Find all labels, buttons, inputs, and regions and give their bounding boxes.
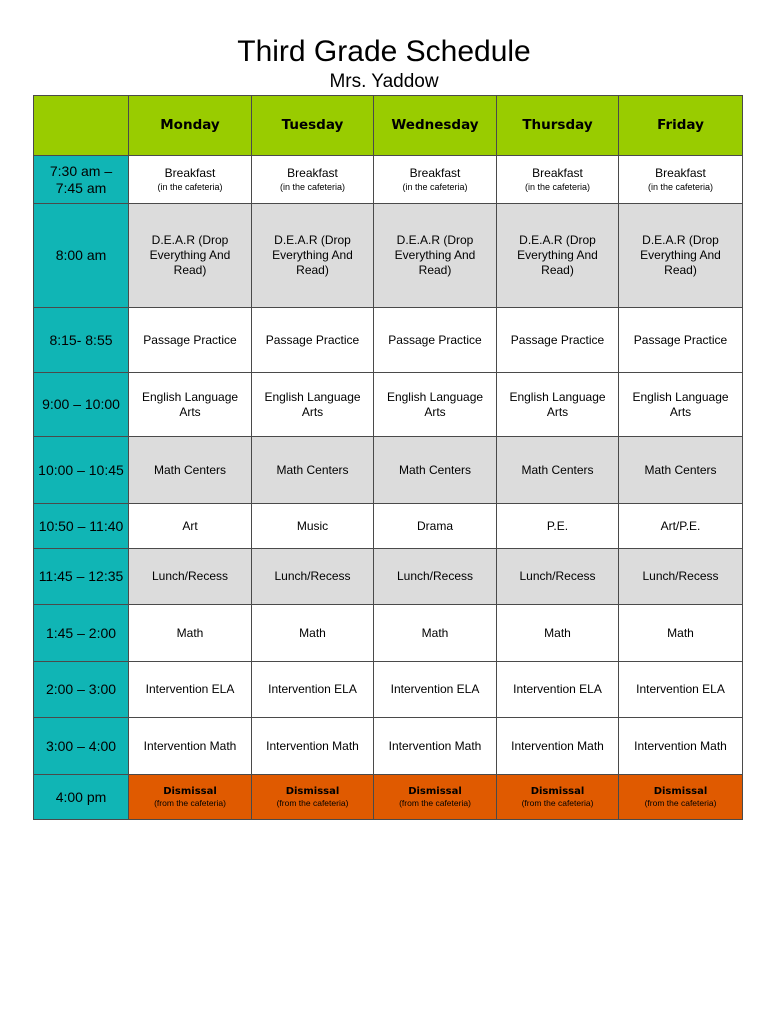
activity-label: Intervention Math bbox=[634, 738, 727, 753]
schedule-row bbox=[34, 605, 743, 662]
schedule-row bbox=[34, 204, 743, 308]
activity-label: D.E.A.R (Drop Everything And Read) bbox=[640, 233, 721, 277]
activity-label: Intervention ELA bbox=[513, 682, 602, 696]
schedule-cell bbox=[252, 437, 374, 504]
schedule-cell bbox=[129, 718, 252, 775]
time-slot-cell: 7:30 am – 7:45 am bbox=[34, 156, 129, 204]
day-header-tuesday: Tuesday bbox=[252, 96, 374, 156]
schedule-row bbox=[34, 504, 743, 549]
schedule-cell bbox=[619, 156, 743, 204]
activity-label: Math bbox=[299, 625, 326, 640]
schedule-table bbox=[33, 95, 743, 820]
schedule-cell bbox=[619, 437, 743, 504]
activity-label: Passage Practice bbox=[510, 332, 605, 347]
activity-label: D.E.A.R (Drop Everything And Read) bbox=[149, 233, 231, 277]
schedule-row bbox=[34, 308, 743, 373]
activity-label: Math bbox=[176, 625, 204, 640]
schedule-cell bbox=[374, 156, 497, 204]
schedule-cell bbox=[374, 662, 497, 718]
schedule-cell bbox=[497, 156, 619, 204]
schedule-cell bbox=[374, 504, 497, 549]
activity-label: Breakfast bbox=[164, 166, 216, 180]
activity-label: Dismissal bbox=[530, 786, 585, 797]
schedule-cell bbox=[619, 775, 743, 820]
activity-label: Breakfast bbox=[655, 166, 706, 180]
schedule-cell bbox=[497, 662, 619, 718]
activity-label: Drama bbox=[416, 518, 453, 533]
schedule-cell bbox=[619, 504, 743, 549]
schedule-row bbox=[34, 156, 743, 204]
time-slot-cell: 8:00 am bbox=[34, 204, 129, 308]
schedule-cell bbox=[129, 504, 252, 549]
schedule-cell bbox=[252, 156, 374, 204]
activity-label: Lunch/Recess bbox=[642, 569, 719, 583]
activity-note: (in the cafeteria) bbox=[279, 182, 346, 192]
activity-note: (from the cafeteria) bbox=[276, 798, 349, 808]
page-subtitle: Mrs. Yaddow bbox=[329, 71, 439, 92]
schedule-cell bbox=[497, 605, 619, 662]
schedule-cell bbox=[129, 662, 252, 718]
schedule-row bbox=[34, 775, 743, 820]
activity-label: Intervention Math bbox=[511, 738, 604, 753]
activity-label: Breakfast bbox=[287, 166, 338, 180]
activity-label: Math bbox=[421, 625, 449, 640]
activity-label: Math Centers bbox=[398, 462, 472, 477]
schedule-cell bbox=[497, 437, 619, 504]
activity-label: Dismissal bbox=[653, 786, 708, 797]
activity-note: (in the cafeteria) bbox=[524, 182, 591, 192]
activity-label: Lunch/Recess bbox=[396, 569, 474, 583]
activity-label: Intervention ELA bbox=[636, 682, 725, 696]
schedule-cell bbox=[252, 775, 374, 820]
schedule-cell bbox=[129, 605, 252, 662]
schedule-cell bbox=[374, 308, 497, 373]
schedule-cell bbox=[129, 549, 252, 605]
time-slot-cell: 10:00 – 10:45 bbox=[34, 437, 129, 504]
header-row bbox=[34, 96, 743, 156]
schedule-cell bbox=[374, 373, 497, 437]
schedule-cell bbox=[129, 373, 252, 437]
schedule-cell bbox=[252, 373, 374, 437]
schedule-cell bbox=[252, 718, 374, 775]
activity-label: Intervention ELA bbox=[145, 682, 235, 696]
schedule-cell bbox=[374, 775, 497, 820]
activity-label: Breakfast bbox=[409, 166, 461, 180]
schedule-cell bbox=[619, 605, 743, 662]
activity-label: Lunch/Recess bbox=[151, 569, 229, 583]
schedule-cell bbox=[129, 437, 252, 504]
time-slot-cell: 11:45 – 12:35 bbox=[34, 549, 129, 605]
activity-label: Dismissal bbox=[285, 786, 340, 797]
activity-label: Art/P.E. bbox=[660, 518, 701, 533]
time-slot-cell: 4:00 pm bbox=[34, 775, 129, 820]
activity-label: English Language Arts bbox=[141, 389, 239, 419]
schedule-row bbox=[34, 437, 743, 504]
activity-label: English Language Arts bbox=[632, 389, 729, 419]
schedule-cell bbox=[374, 549, 497, 605]
schedule-cell bbox=[252, 308, 374, 373]
schedule-cell bbox=[497, 549, 619, 605]
activity-note: (in the cafeteria) bbox=[157, 182, 223, 192]
activity-label: D.E.A.R (Drop Everything And Read) bbox=[394, 233, 476, 277]
activity-label: P.E. bbox=[546, 518, 569, 533]
activity-label: Lunch/Recess bbox=[274, 569, 351, 583]
activity-label: Intervention Math bbox=[143, 738, 237, 753]
activity-label: Intervention ELA bbox=[390, 682, 480, 696]
time-slot-cell: 8:15- 8:55 bbox=[34, 308, 129, 373]
schedule-cell bbox=[497, 718, 619, 775]
time-slot-cell: 10:50 – 11:40 bbox=[34, 504, 129, 549]
schedule-cell bbox=[252, 549, 374, 605]
schedule-cell bbox=[374, 718, 497, 775]
schedule-cell bbox=[374, 204, 497, 308]
day-header-thursday: Thursday bbox=[497, 96, 619, 156]
schedule-cell bbox=[252, 504, 374, 549]
page-title: Third Grade Schedule bbox=[237, 35, 531, 68]
schedule-cell bbox=[252, 204, 374, 308]
activity-label: English Language Arts bbox=[386, 389, 484, 419]
schedule-cell bbox=[129, 308, 252, 373]
activity-label: Art bbox=[182, 518, 198, 533]
activity-label: Passage Practice bbox=[633, 332, 728, 347]
activity-label: Math Centers bbox=[153, 462, 227, 477]
schedule-cell bbox=[619, 718, 743, 775]
activity-note: (from the cafeteria) bbox=[521, 798, 594, 808]
schedule-cell bbox=[129, 204, 252, 308]
time-slot-cell: 3:00 – 4:00 bbox=[34, 718, 129, 775]
activity-label: Passage Practice bbox=[388, 332, 482, 347]
schedule-cell bbox=[129, 156, 252, 204]
activity-label: Breakfast bbox=[532, 166, 583, 180]
schedule-row bbox=[34, 662, 743, 718]
activity-label: Dismissal bbox=[163, 786, 217, 797]
schedule-cell bbox=[374, 437, 497, 504]
schedule-cell bbox=[129, 775, 252, 820]
activity-label: English Language Arts bbox=[264, 389, 361, 419]
schedule-cell bbox=[497, 308, 619, 373]
activity-label: Math Centers bbox=[644, 462, 717, 477]
activity-label: Math bbox=[544, 625, 571, 640]
schedule-cell bbox=[252, 662, 374, 718]
schedule-cell bbox=[619, 662, 743, 718]
day-header-friday: Friday bbox=[619, 96, 743, 156]
schedule-cell bbox=[374, 605, 497, 662]
schedule-cell bbox=[497, 504, 619, 549]
schedule-cell bbox=[497, 373, 619, 437]
schedule-cell bbox=[619, 204, 743, 308]
schedule-row bbox=[34, 718, 743, 775]
activity-label: Math Centers bbox=[276, 462, 349, 477]
schedule-cell bbox=[619, 308, 743, 373]
schedule-cell bbox=[619, 549, 743, 605]
schedule-row bbox=[34, 373, 743, 437]
activity-label: English Language Arts bbox=[509, 389, 606, 419]
schedule-cell bbox=[497, 204, 619, 308]
activity-note: (from the cafeteria) bbox=[154, 798, 226, 808]
activity-label: Intervention Math bbox=[388, 738, 482, 753]
activity-label: Lunch/Recess bbox=[519, 569, 596, 583]
activity-label: Dismissal bbox=[408, 786, 462, 797]
corner-cell bbox=[34, 96, 129, 156]
day-header-monday: Monday bbox=[129, 96, 252, 156]
activity-label: D.E.A.R (Drop Everything And Read) bbox=[517, 233, 598, 277]
activity-label: Intervention Math bbox=[266, 738, 359, 753]
schedule-row bbox=[34, 549, 743, 605]
activity-note: (from the cafeteria) bbox=[399, 798, 471, 808]
activity-note: (from the cafeteria) bbox=[644, 798, 717, 808]
activity-label: Math bbox=[667, 625, 694, 640]
activity-label: Passage Practice bbox=[143, 332, 237, 347]
schedule-cell bbox=[252, 605, 374, 662]
activity-note: (in the cafeteria) bbox=[647, 182, 714, 192]
activity-note: (in the cafeteria) bbox=[402, 182, 468, 192]
time-slot-cell: 1:45 – 2:00 bbox=[34, 605, 129, 662]
activity-label: Math Centers bbox=[521, 462, 594, 477]
day-header-wednesday: Wednesday bbox=[374, 96, 497, 156]
schedule-cell bbox=[619, 373, 743, 437]
activity-label: Music bbox=[296, 518, 329, 533]
schedule-cell bbox=[497, 775, 619, 820]
activity-label: D.E.A.R (Drop Everything And Read) bbox=[272, 233, 353, 277]
time-slot-cell: 9:00 – 10:00 bbox=[34, 373, 129, 437]
activity-label: Intervention ELA bbox=[268, 682, 357, 696]
activity-label: Passage Practice bbox=[265, 332, 360, 347]
time-slot-cell: 2:00 – 3:00 bbox=[34, 662, 129, 718]
